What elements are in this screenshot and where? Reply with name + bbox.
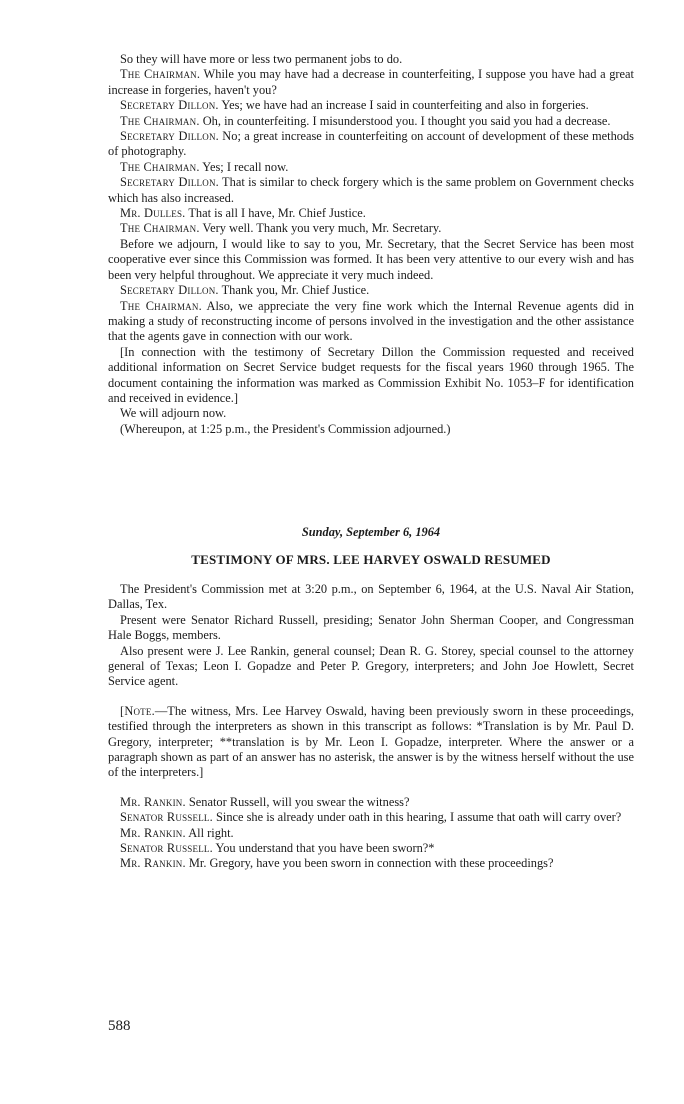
- editorial-note: [In connection with the testimony of Secretary Dillon the Commission requested and received additional information on Secret Service budget requests for the fiscal years 1960 through 1965. The document containing the information was marked as Commission Exhibit No. 1053–F for identification and received in evidence.]: [108, 344, 634, 405]
- note-label: [Note.: [120, 703, 155, 718]
- paragraph: Also present were J. Lee Rankin, general counsel; Dean R. G. Storey, special counsel to the attorney general of Texas; Leon I. Gopadze and Peter P. Gregory, interpreters; and John Joe Howlett, Secret Service agent.: [108, 643, 634, 689]
- paragraph: Mr. Rankin. Senator Russell, will you swear the witness?: [120, 794, 410, 809]
- session-2-intro: [108, 582, 634, 690]
- speaker-name: Secretary Dillon.: [120, 98, 219, 113]
- paragraph: Present were Senator Richard Russell, presiding; Senator John Sherman Cooper, and Congressman Hale Boggs, members.: [108, 612, 634, 643]
- speaker-name: Mr. Dulles.: [120, 206, 186, 221]
- speaker-name: Mr. Rankin.: [120, 794, 186, 809]
- paragraph: The Chairman. Oh, in counterfeiting. I misunderstood you. I thought you said you had a decrease.: [120, 113, 611, 128]
- paragraph: (Whereupon, at 1:25 p.m., the President's Commission adjourned.): [120, 421, 451, 436]
- paragraph: Mr. Rankin. Mr. Gregory, have you been sworn in connection with these proceedings?: [120, 856, 554, 871]
- paragraph: So they will have more or less two permanent jobs to do.: [120, 52, 403, 66]
- speaker-name: The Chairman.: [120, 298, 202, 313]
- session-1: [108, 52, 634, 437]
- speaker-name: Senator Russell.: [120, 841, 213, 856]
- session-date: Sunday, September 6, 1964: [301, 525, 441, 540]
- paragraph: The Chairman. Yes; I recall now.: [120, 159, 289, 174]
- paragraph: The Chairman. Also, we appreciate the very fine work which the Internal Revenue agents did in making a study of reconstructing income of persons involved in the investigation and the other assistance that the agents gave in connection with our work.: [108, 298, 634, 344]
- paragraph: Mr. Dulles. That is all I have, Mr. Chief Justice.: [120, 206, 366, 221]
- editorial-note: [Note.—The witness, Mrs. Lee Harvey Oswald, having been previously sworn in these proceedings, testified through the interpreters as shown in this transcript as follows: *Translation is by Mr. Paul D. Gregory, interpreter; **translation is by Mr. Leon I. Gopadze, interpreter. Where the answer or a paragraph shown as part of an answer has no asterisk, the answer is by the witness herself without the use of the interpreters.]: [108, 703, 634, 780]
- paragraph: The Chairman. While you may have had a decrease in counterfeiting, I suppose you have had a great increase in forgeries, haven't you?: [108, 67, 634, 97]
- section-heading: TESTIMONY OF MRS. LEE HARVEY OSWALD RESUMED: [191, 551, 551, 567]
- session-2-dialogue: [108, 795, 634, 872]
- paragraph: Senator Russell. Since she is already under oath in this hearing, I assume that oath will carry over?: [120, 810, 622, 825]
- speaker-name: Secretary Dillon.: [120, 175, 219, 190]
- page-body: [108, 52, 634, 872]
- paragraph: Secretary Dillon. No; a great increase in counterfeiting on account of development of these methods of photography.: [108, 129, 635, 159]
- paragraph: Senator Russell. You understand that you have been sworn?*: [120, 841, 435, 856]
- paragraph: The President's Commission met at 3:20 p.m., on September 6, 1964, at the U.S. Naval Air Station, Dallas, Tex.: [108, 581, 634, 612]
- page-number: 588: [108, 1018, 131, 1034]
- paragraph: The Chairman. Very well. Thank you very much, Mr. Secretary.: [120, 221, 442, 236]
- paragraph: Secretary Dillon. That is similar to check forgery which is the same problem on Government checks which has also increased.: [108, 175, 634, 205]
- paragraph: We will adjourn now.: [120, 406, 227, 421]
- speaker-name: The Chairman.: [120, 67, 201, 82]
- paragraph: Before we adjourn, I would like to say to you, Mr. Secretary, that the Secret Service has been most cooperative ever since this Commission was formed. It has been very attentive to our every wish and has been very helpful throughout. We appreciate it very much indeed.: [108, 236, 634, 282]
- speaker-name: The Chairman.: [120, 113, 200, 128]
- speaker-name: Mr. Rankin.: [120, 856, 186, 871]
- paragraph: Secretary Dillon. Yes; we have had an increase I said in counterfeiting and also in forgeries.: [120, 98, 589, 113]
- speaker-name: The Chairman.: [120, 221, 200, 236]
- speaker-name: Secretary Dillon.: [120, 129, 219, 144]
- speaker-name: Secretary Dillon.: [120, 283, 219, 298]
- paragraph: Secretary Dillon. Thank you, Mr. Chief Justice.: [120, 283, 370, 298]
- speaker-name: Mr. Rankin.: [120, 825, 186, 840]
- speaker-name: Senator Russell.: [120, 810, 213, 825]
- paragraph: Mr. Rankin. All right.: [120, 825, 234, 840]
- speaker-name: The Chairman.: [120, 159, 200, 174]
